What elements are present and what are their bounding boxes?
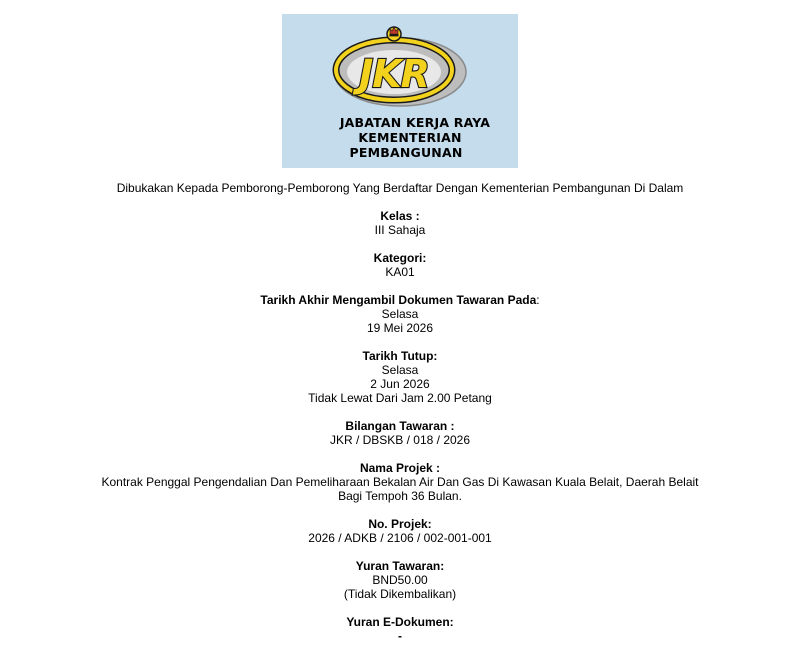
yuran-tawaran-label: Yuran Tawaran: <box>355 559 445 573</box>
jkr-logo <box>282 14 518 168</box>
section-bilangan-tawaran <box>0 419 800 447</box>
yuran-edokumen-label: Yuran E-Dokumen: <box>346 615 454 629</box>
yuran-tawaran-amount: BND50.00 <box>372 573 428 587</box>
yuran-edokumen-value: - <box>398 629 402 643</box>
bilangan-tawaran-value: JKR / DBSKB / 018 / 2026 <box>329 433 471 447</box>
tender-notice <box>0 181 800 657</box>
section-yuran-tawaran <box>0 559 800 601</box>
section-no-projek <box>0 517 800 545</box>
section-kelas <box>0 209 800 237</box>
bilangan-tawaran-label: Bilangan Tawaran : <box>345 419 455 433</box>
no-projek-label: No. Projek: <box>368 517 432 531</box>
tarikh-akhir-day: Selasa <box>381 307 419 321</box>
logo-mark-text: JKR <box>359 52 429 96</box>
tarikh-tutup-time: Tidak Lewat Dari Jam 2.00 Petang <box>308 391 492 405</box>
section-nama-projek <box>0 461 800 503</box>
intro-text: Dibukakan Kepada Pemborong-Pemborong Yang Berdaftar Dengan Kementerian Pembangunan Di Dalam <box>116 181 684 195</box>
tarikh-tutup-date: 2 Jun 2026 <box>370 377 430 391</box>
section-kategori <box>0 251 800 279</box>
kategori-value: KA01 <box>385 265 415 279</box>
nama-projek-line-2: Bagi Tempoh 36 Bulan. <box>338 489 462 503</box>
logo-text-block <box>282 115 518 160</box>
kelas-label: Kelas : <box>380 209 420 223</box>
section-tarikh-tutup <box>0 349 800 405</box>
nama-projek-label: Nama Projek : <box>359 461 441 475</box>
tarikh-tutup-label: Tarikh Tutup: <box>362 349 438 363</box>
kelas-value: III Sahaja <box>374 223 426 237</box>
tarikh-akhir-date: 19 Mei 2026 <box>366 321 434 335</box>
logo-line-1: JABATAN KERJA RAYA <box>339 115 491 130</box>
kategori-label: Kategori: <box>373 251 427 265</box>
yuran-tawaran-note: (Tidak Dikembalikan) <box>343 587 457 601</box>
no-projek-value: 2026 / ADKB / 2106 / 002-001-001 <box>308 531 492 545</box>
section-yuran-edokumen <box>0 615 800 643</box>
crown-icon <box>387 27 401 41</box>
tarikh-akhir-label: Tarikh Akhir Mengambil Dokumen Tawaran Pada: <box>260 293 540 307</box>
logo-line-2: KEMENTERIAN <box>358 130 462 145</box>
tarikh-tutup-day: Selasa <box>381 363 419 377</box>
nama-projek-line-1: Kontrak Penggal Pengendalian Dan Pemeliharaan Bekalan Air Dan Gas Di Kawasan Kuala Belait, Daerah Belait <box>101 475 699 489</box>
section-tarikh-akhir <box>0 293 800 335</box>
logo-line-3: PEMBANGUNAN <box>349 145 463 160</box>
